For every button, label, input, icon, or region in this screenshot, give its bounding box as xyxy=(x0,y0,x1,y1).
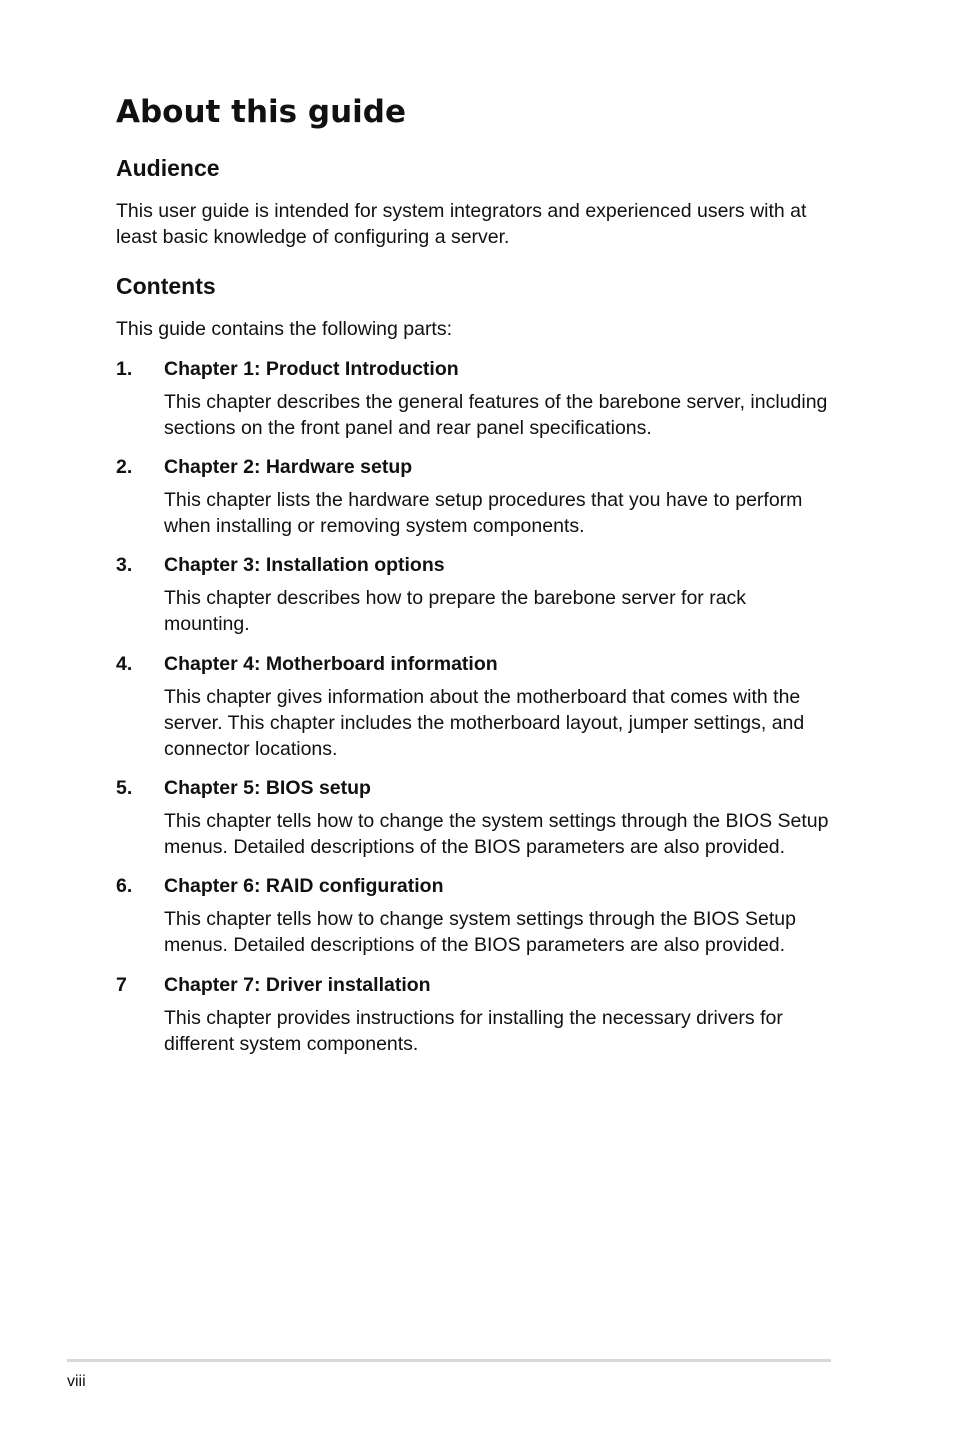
chapter-title: Chapter 5: BIOS setup xyxy=(164,777,371,799)
chapter-title: Chapter 7: Driver installation xyxy=(164,974,431,996)
chapter-description: This chapter describes how to prepare the barebone server for rack mounting. xyxy=(164,587,747,635)
chapter-number: 7 xyxy=(116,974,127,996)
chapter-description: This chapter provides instructions for installing the necessary drivers for different system components. xyxy=(164,1007,783,1055)
chapter-item-7 xyxy=(116,972,836,1057)
chapter-item-4 xyxy=(116,651,836,762)
chapter-description: This chapter tells how to change system settings through the BIOS Setup menus. Detailed descriptions of the BIOS parameters are also provided. xyxy=(164,908,796,956)
chapter-heading xyxy=(116,356,836,382)
chapter-title: Chapter 4: Motherboard information xyxy=(164,653,498,675)
chapter-number: 6. xyxy=(116,875,133,897)
chapter-title: Chapter 1: Product Introduction xyxy=(164,358,459,380)
chapter-item-1 xyxy=(116,356,836,441)
chapter-number: 1. xyxy=(116,358,133,380)
chapter-item-6 xyxy=(116,873,836,958)
chapter-heading xyxy=(116,775,836,801)
chapter-description: This chapter describes the general features of the barebone server, including sections on the front panel and rear panel specifications. xyxy=(164,391,828,439)
chapter-description: This chapter tells how to change the system settings through the BIOS Setup menus. Detailed descriptions of the BIOS parameters are also provided. xyxy=(164,810,829,858)
audience-heading: Audience xyxy=(116,155,220,181)
page-title: About this guide xyxy=(116,94,407,130)
chapter-number: 2. xyxy=(116,456,133,478)
footer-divider xyxy=(67,1359,831,1362)
chapter-item-2 xyxy=(116,454,836,539)
contents-intro: This guide contains the following parts: xyxy=(116,318,453,340)
chapter-number: 3. xyxy=(116,554,133,576)
chapter-title: Chapter 6: RAID configuration xyxy=(164,875,444,897)
chapter-heading xyxy=(116,552,836,578)
chapter-item-5 xyxy=(116,775,836,860)
page-number: viii xyxy=(67,1373,86,1390)
chapter-description: This chapter gives information about the motherboard that comes with the server. This chapter includes the motherboard layout, jumper settings, and connector locations. xyxy=(164,686,805,760)
chapter-heading xyxy=(116,972,836,998)
chapter-heading xyxy=(116,454,836,480)
chapter-title: Chapter 3: Installation options xyxy=(164,554,445,576)
chapter-item-3 xyxy=(116,552,836,637)
audience-text: This user guide is intended for system integrators and experienced users with at least basic knowledge of configuring a server. xyxy=(116,200,807,248)
chapter-title: Chapter 2: Hardware setup xyxy=(164,456,413,478)
chapter-heading xyxy=(116,651,836,677)
chapter-number: 4. xyxy=(116,653,133,675)
chapter-description: This chapter lists the hardware setup procedures that you have to perform when installing or removing system components. xyxy=(164,489,803,537)
chapter-heading xyxy=(116,873,836,899)
chapter-number: 5. xyxy=(116,777,133,799)
contents-heading: Contents xyxy=(116,273,216,299)
